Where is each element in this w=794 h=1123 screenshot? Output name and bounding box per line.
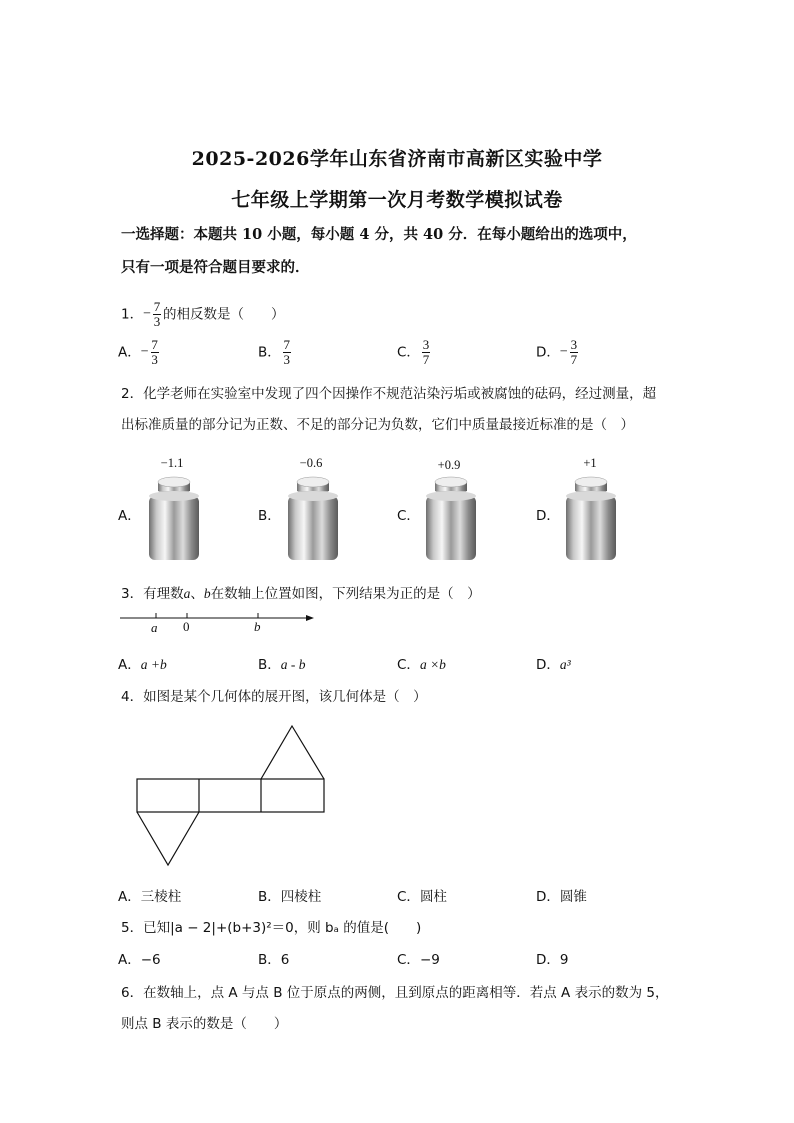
q5-option-b[interactable] — [258, 948, 289, 968]
question-3 — [121, 582, 481, 602]
q1-denominator: 3 — [153, 314, 161, 329]
weight-a-image — [147, 474, 201, 568]
question-4: 4．如图是某个几何体的展开图，该几何体是（ ） — [121, 689, 427, 705]
option-label: A． — [118, 952, 141, 968]
number-line — [118, 608, 318, 638]
q3-option-d[interactable] — [536, 653, 571, 673]
option-numerator: 7 — [283, 337, 291, 352]
q2-option-d-label[interactable]: D． — [536, 508, 560, 524]
q4-option-a[interactable] — [118, 885, 181, 905]
question-6-line2: 则点 B 表示的数是（ ） — [121, 1016, 288, 1032]
option-numerator: 3 — [570, 337, 578, 352]
q3-var-a: a — [183, 586, 191, 601]
option-label: B． — [258, 344, 281, 361]
q3-option-b[interactable] — [258, 653, 306, 673]
option-text: 6 — [280, 952, 290, 968]
option-label: D． — [536, 657, 560, 673]
option-text: 圆柱 — [419, 889, 447, 905]
option-numerator: 7 — [151, 337, 158, 352]
option-sign: − — [559, 344, 568, 360]
option-label: A． — [118, 657, 141, 673]
title-line1: 2025-2026学年山东省济南市高新区实验中学 — [191, 148, 603, 170]
option-text: 三棱柱 — [140, 889, 182, 905]
q1-numerator: 7 — [153, 299, 161, 314]
option-denominator: 3 — [151, 352, 158, 367]
q3-text-pre: 3．有理数 — [121, 586, 184, 602]
option-expr: a³ — [559, 657, 571, 672]
q4-option-c[interactable] — [397, 885, 447, 905]
axis-label-b: b — [254, 619, 261, 634]
option-label: C． — [397, 344, 420, 361]
option-label: C． — [397, 952, 420, 968]
question-1 — [121, 300, 285, 329]
option-label: B． — [258, 889, 281, 905]
q2-option-d-value: +1 — [583, 456, 597, 470]
weight-c-image — [424, 474, 478, 568]
q3-option-a[interactable] — [118, 653, 167, 673]
option-label: D． — [536, 952, 560, 968]
question-2-line2: 出标准质量的部分记为正数、不足的部分记为负数，它们中质量最接近标准的是（ ） — [121, 417, 634, 433]
title-line2: 七年级上学期第一次月考数学模拟试卷 — [231, 189, 563, 211]
option-sign: − — [140, 344, 149, 360]
axis-label-a: a — [151, 620, 158, 635]
option-label: B． — [258, 952, 281, 968]
question-6-line1: 6．在数轴上，点 A 与点 B 位于原点的两侧，且到原点的距离相等．若点 A 表示的数为 5， — [121, 985, 669, 1001]
option-label: C． — [397, 889, 420, 905]
option-label: C． — [397, 657, 420, 673]
option-label: A． — [118, 889, 141, 905]
option-label: D． — [536, 889, 560, 905]
option-text: 圆锥 — [559, 889, 587, 905]
option-text: 四棱柱 — [280, 889, 322, 905]
axis-label-zero: 0 — [183, 619, 190, 634]
option-numerator: 3 — [422, 337, 430, 352]
q3-var-b: b — [203, 586, 211, 601]
q1-option-c[interactable] — [397, 338, 432, 367]
q2-option-b-label[interactable]: B． — [258, 508, 281, 524]
q1-option-b[interactable] — [258, 338, 293, 367]
option-label: A． — [118, 344, 141, 361]
option-expr: a - b — [280, 657, 306, 672]
option-label: D． — [536, 344, 560, 361]
question-2-line1: 2．化学老师在实验室中发现了四个因操作不规范沾染污垢或被腐蚀的砝码，经过测量，超 — [121, 386, 657, 402]
q2-option-a-value: −1.1 — [160, 456, 184, 470]
option-denominator: 7 — [422, 352, 430, 367]
q1-option-a[interactable] — [118, 338, 161, 367]
weight-b-image — [286, 474, 340, 568]
option-text: −9 — [419, 952, 440, 968]
q2-option-c-value: +0.9 — [437, 458, 461, 472]
q5-option-a[interactable] — [118, 948, 161, 968]
q2-option-b-value: −0.6 — [299, 456, 323, 470]
option-denominator: 7 — [570, 352, 578, 367]
option-expr: a +b — [140, 657, 167, 672]
q1-text: 的相反数是（ ） — [163, 306, 285, 323]
section-instructions-line2: 只有一项是符合题目要求的． — [121, 259, 310, 276]
weight-d-image — [564, 474, 618, 568]
q4-option-d[interactable] — [536, 885, 587, 905]
q5-option-d[interactable] — [536, 948, 569, 968]
q1-number: 1． — [121, 306, 144, 323]
q3-sep: 、 — [190, 586, 204, 602]
option-text: 9 — [559, 952, 569, 968]
option-expr: a ×b — [419, 657, 446, 672]
q4-option-b[interactable] — [258, 885, 321, 905]
prism-net-diagram — [130, 722, 330, 868]
q5-option-c[interactable] — [397, 948, 440, 968]
q1-fraction — [153, 300, 161, 329]
q1-option-d[interactable] — [536, 338, 580, 367]
q3-text-post: 在数轴上位置如图，下列结果为正的是（ ） — [210, 586, 481, 602]
q1-neg-sign: − — [143, 306, 151, 322]
option-text: −6 — [140, 952, 161, 968]
q3-option-c[interactable] — [397, 653, 446, 673]
option-denominator: 3 — [283, 352, 291, 367]
option-label: B． — [258, 657, 281, 673]
question-5: 5．已知|a − 2|+(b+3)²＝0，则 bₐ 的值是( ) — [121, 920, 422, 936]
section-instructions-line1: 一选择题：本题共 10 小题，每小题 4 分，共 40 分．在每小题给出的选项中， — [121, 226, 637, 243]
q2-option-a-label[interactable]: A． — [118, 508, 141, 524]
q2-option-c-label[interactable]: C． — [397, 508, 420, 524]
